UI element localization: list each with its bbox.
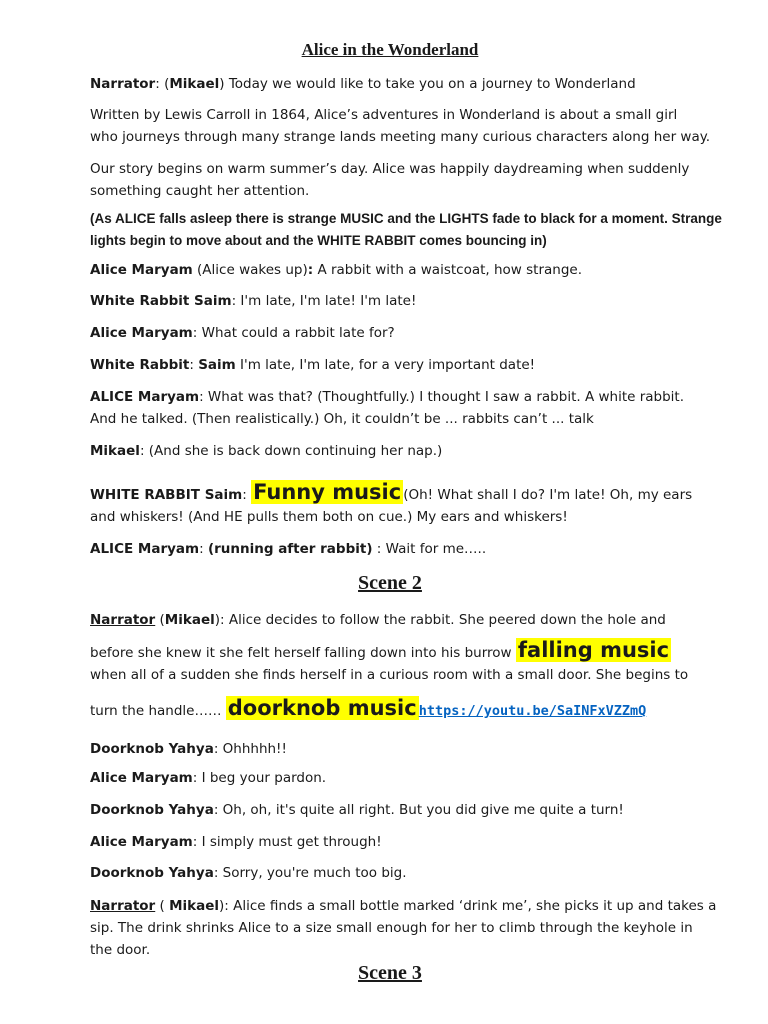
music-cue-highlight: falling music <box>517 638 670 662</box>
narrator-line-continued: sip. The drink shrinks Alice to a size small enough for her to climb through the keyhole in <box>90 920 693 936</box>
dialogue-line: ALICE Maryam: What was that? (Thoughtfully.) I thought I saw a rabbit. A white rabbit. <box>90 389 685 405</box>
dialogue-line: Alice Maryam: I beg your pardon. <box>90 770 327 786</box>
actor-name: Mikael <box>164 612 215 628</box>
speaker: Alice Maryam <box>90 262 193 278</box>
scene-heading: Scene 3 <box>358 962 422 984</box>
speaker: Doorknob Yahya <box>90 865 214 881</box>
narrator-line: Narrator (Mikael): Alice decides to follow the rabbit. She peered down the hole and <box>90 612 666 628</box>
narrator-line-continued: the door. <box>90 942 151 958</box>
speaker: Alice Maryam <box>90 770 193 786</box>
paragraph-intro-line1: Written by Lewis Carroll in 1864, Alice’s adventures in Wonderland is about a small girl <box>90 107 678 123</box>
dialogue-line: WHITE RABBIT Saim: Funny music (Oh! What shall I do? I'm late! Oh, my ears <box>90 480 693 504</box>
speaker: White Rabbit Saim <box>90 293 232 309</box>
actor-name: Mikael <box>169 898 220 914</box>
speaker: WHITE RABBIT Saim <box>90 487 243 503</box>
narrator-line-continued: before she knew it she felt herself falling down into his burrow falling music <box>90 638 670 662</box>
narrator-intro: Narrator: (Mikael) Today we would like to take you on a journey to Wonderland <box>90 76 636 92</box>
music-cue-highlight: doorknob music <box>227 696 417 720</box>
speaker: Alice Maryam <box>90 325 193 341</box>
dialogue-line: White Rabbit Saim: I'm late, I'm late! I'm late! <box>90 293 417 309</box>
dialogue-line-continued: And he talked. (Then realistically.) Oh, it couldn’t be ... rabbits can’t ... talk <box>90 411 594 427</box>
paragraph-story-line2: something caught her attention. <box>90 183 310 199</box>
speaker: ALICE Maryam <box>90 541 200 557</box>
dialogue-line: ALICE Maryam: (running after rabbit) : Wait for me….. <box>90 541 487 557</box>
speaker: White Rabbit <box>90 357 190 373</box>
dialogue-line: Alice Maryam: What could a rabbit late for? <box>90 325 395 341</box>
page-title: Alice in the Wonderland <box>301 40 479 59</box>
dialogue-line: Mikael: (And she is back down continuing her nap.) <box>90 443 443 459</box>
dialogue-line: Alice Maryam (Alice wakes up): A rabbit with a waistcoat, how strange. <box>90 262 583 278</box>
dialogue-line: Doorknob Yahya: Sorry, you're much too big. <box>90 865 407 881</box>
youtube-link[interactable]: https://youtu.be/SaINFxVZZmQ <box>418 703 647 719</box>
dialogue-line-continued: and whiskers! (And HE pulls them both on cue.) My ears and whiskers! <box>90 509 568 525</box>
paragraph-story-line1: Our story begins on warm summer’s day. Alice was happily daydreaming when suddenly <box>90 161 690 177</box>
dialogue-line: Alice Maryam: I simply must get through! <box>90 834 382 850</box>
role-label: Narrator <box>90 76 156 92</box>
speaker: Doorknob Yahya <box>90 741 214 757</box>
narrator-line: Narrator ( Mikael): Alice finds a small bottle marked ‘drink me’, she picks it up and takes a <box>90 898 717 914</box>
scene-heading: Scene 2 <box>358 572 422 594</box>
actor-name: Mikael <box>169 76 220 92</box>
speaker: Alice Maryam <box>90 834 193 850</box>
dialogue-line: White Rabbit: Saim I'm late, I'm late, for a very important date! <box>90 357 536 373</box>
role-label: Narrator <box>90 612 156 628</box>
role-label: Narrator <box>90 898 156 914</box>
dialogue-line: Doorknob Yahya: Oh, oh, it's quite all right. But you did give me quite a turn! <box>90 802 624 818</box>
stage-direction-line2: lights begin to move about and the WHITE RABBIT comes bouncing in) <box>90 233 547 248</box>
narrator-line-continued: turn the handle…… doorknob music https://youtu.be/SaINFxVZZmQ <box>90 696 647 720</box>
speaker: Doorknob Yahya <box>90 802 214 818</box>
speaker: Mikael <box>90 443 140 459</box>
speaker: ALICE Maryam <box>90 389 200 405</box>
narrator-line-continued: when all of a sudden she finds herself in a curious room with a small door. She begins to <box>90 667 689 683</box>
stage-direction-line1: (As ALICE falls asleep there is strange MUSIC and the LIGHTS fade to black for a moment. Strange <box>90 211 722 226</box>
paragraph-intro-line2: who journeys through many strange lands meeting many curious characters along her way. <box>90 129 711 145</box>
dialogue-line: Doorknob Yahya: Ohhhhh!! <box>90 741 287 757</box>
music-cue-highlight: Funny music <box>253 480 402 504</box>
